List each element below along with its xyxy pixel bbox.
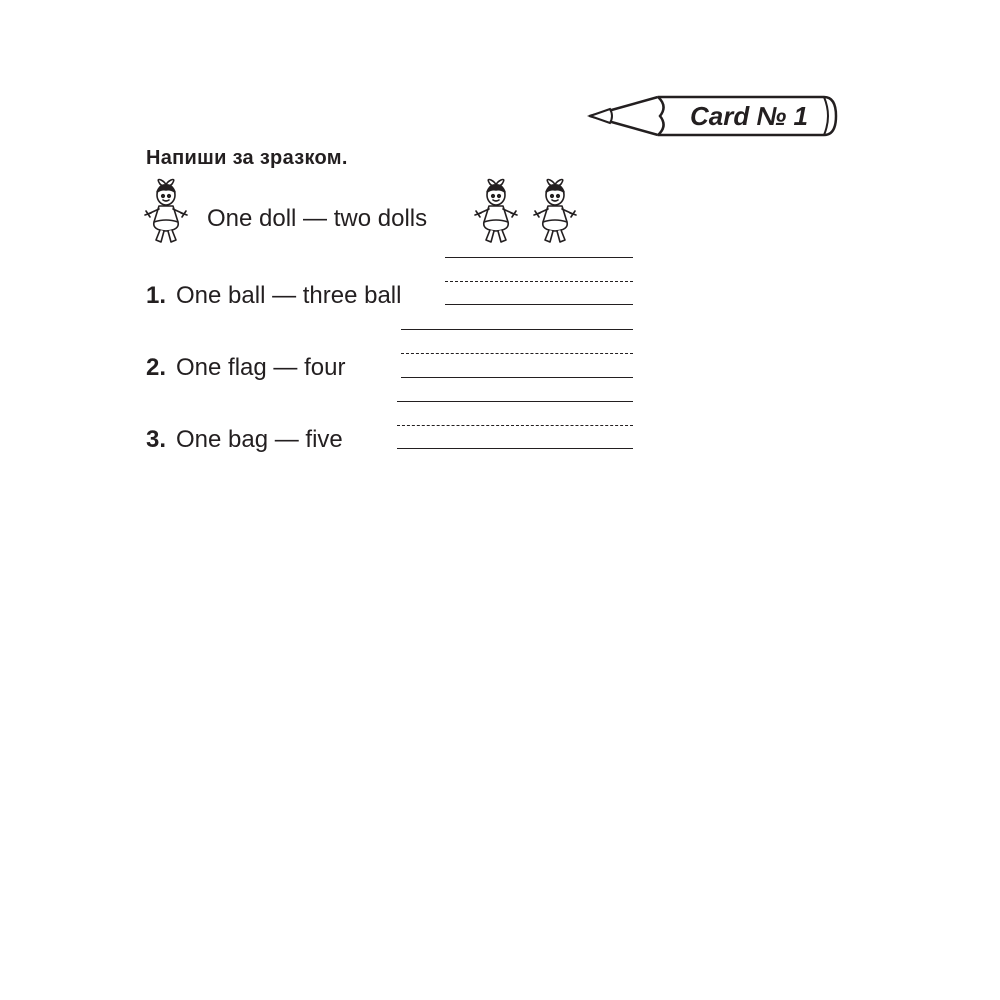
writing-line-top bbox=[445, 257, 633, 258]
writing-line-top bbox=[401, 329, 633, 330]
exercise-text: One bag — five bbox=[176, 426, 343, 453]
card-title: Card № 1 bbox=[690, 101, 808, 131]
example-text: One doll — two dolls bbox=[207, 205, 428, 232]
answer-line-1[interactable] bbox=[445, 304, 633, 305]
exercise-number: 2. bbox=[146, 354, 167, 381]
exercise-1 bbox=[146, 281, 401, 311]
doll-icon bbox=[144, 178, 188, 246]
writing-line-top bbox=[397, 401, 633, 402]
exercise-number: 1. bbox=[146, 282, 167, 309]
exercise-3 bbox=[146, 425, 343, 455]
exercise-text: One flag — four bbox=[176, 354, 346, 381]
instruction-text: Напиши за зразком. bbox=[146, 147, 348, 169]
answer-line-3[interactable] bbox=[397, 448, 633, 449]
doll-icon bbox=[533, 178, 577, 246]
exercise-2 bbox=[146, 353, 345, 383]
writing-line-dashed bbox=[401, 353, 633, 354]
exercise-text: One ball — three ball bbox=[176, 282, 402, 309]
writing-line-dashed bbox=[397, 425, 633, 426]
answer-line-2[interactable] bbox=[401, 377, 633, 378]
doll-icon bbox=[474, 178, 518, 246]
writing-line-dashed bbox=[445, 281, 633, 282]
exercise-number: 3. bbox=[146, 426, 167, 453]
